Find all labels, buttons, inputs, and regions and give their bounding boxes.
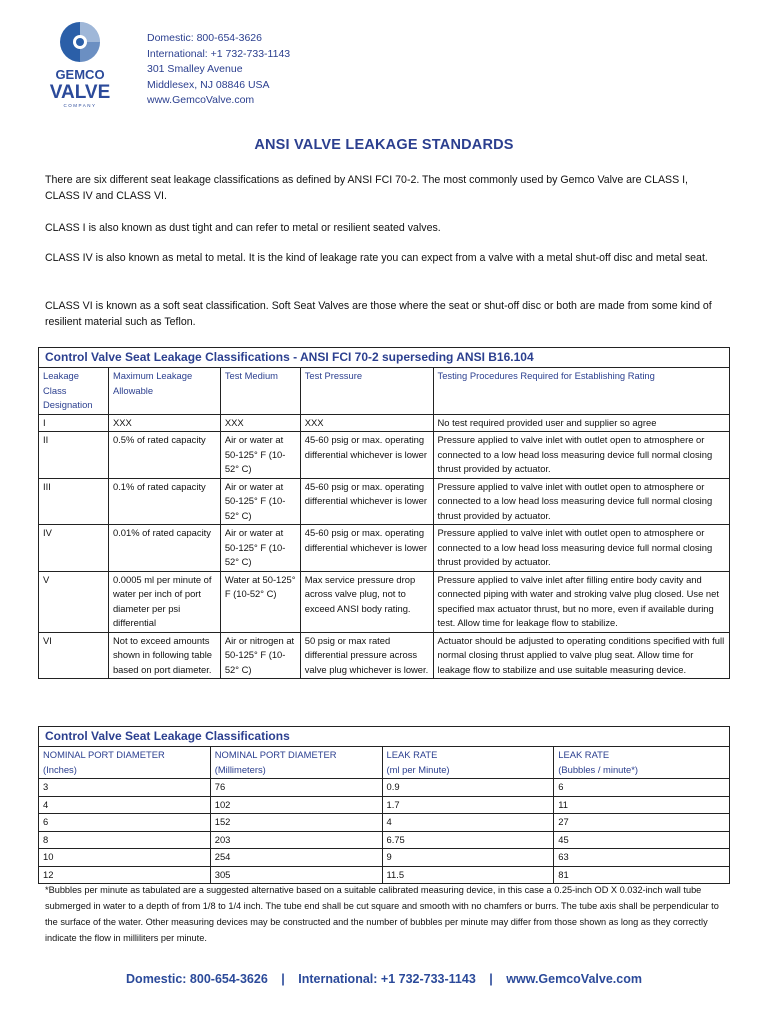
table-cell: 81: [554, 866, 730, 884]
contact-website-link[interactable]: www.GemcoValve.com: [147, 94, 255, 106]
table-row: [39, 831, 730, 849]
table-cell: VI: [39, 632, 109, 679]
table-row: [39, 414, 730, 432]
table-cell: 0.5% of rated capacity: [108, 432, 220, 479]
table-cell: XXX: [220, 414, 300, 432]
table-cell: 9: [382, 849, 554, 867]
table-cell: 0.0005 ml per minute of water per inch of port diameter per psi differential: [108, 571, 220, 632]
table-cell: 6: [554, 779, 730, 797]
table-cell: Pressure applied to valve inlet with outlet open to atmosphere or connected to a low head loss measuring device full normal closing thrust provided by actuator.: [433, 478, 729, 525]
table-cell: 76: [210, 779, 382, 797]
table-cell: Water at 50-125° F (10-52° C): [220, 571, 300, 632]
table-row: [39, 866, 730, 884]
table-cell: 1.7: [382, 796, 554, 814]
table-cell: Max service pressure drop across valve plug, not to exceed ANSI body rating.: [300, 571, 433, 632]
table-cell: 27: [554, 814, 730, 832]
logo-text-bottom: VALVE: [49, 82, 111, 103]
logo-text-company: COMPANY: [63, 103, 97, 108]
table-cell: No test required provided user and supplier so agree: [433, 414, 729, 432]
column-header: Test Pressure: [300, 368, 433, 415]
footer-separator: |: [281, 972, 285, 986]
table-cell: I: [39, 414, 109, 432]
contact-city: Middlesex, NJ 08846 USA: [147, 78, 270, 91]
table-cell: 102: [210, 796, 382, 814]
table-cell: 50 psig or max rated differential pressure across valve plug whichever is lower.: [300, 632, 433, 679]
footer-separator: |: [489, 972, 493, 986]
contact-domestic: Domestic: 800-654-3626: [147, 32, 262, 44]
table-row: [39, 432, 730, 479]
table-row: [39, 796, 730, 814]
column-header: LEAK RATE (Bubbles / minute*): [554, 747, 730, 779]
table-cell: III: [39, 478, 109, 525]
class-iv-paragraph: CLASS IV is also known as metal to metal. It is the kind of leakage rate you can expect from a valve with a metal shut-off disc and metal seat.: [45, 252, 708, 264]
table-row: [39, 779, 730, 797]
table-cell: Air or water at 50-125° F (10-52° C): [220, 525, 300, 572]
table-cell: Air or water at 50-125° F (10-52° C): [220, 478, 300, 525]
table-row: [39, 478, 730, 525]
footer-website-link[interactable]: www.GemcoValve.com: [506, 972, 642, 986]
class-i-paragraph: CLASS I is also known as dust tight and can refer to metal or resilient seated valves.: [45, 222, 441, 234]
table-cell: Air or water at 50-125° F (10-52° C): [220, 432, 300, 479]
table-cell: XXX: [300, 414, 433, 432]
contact-block: [147, 31, 290, 109]
table-cell: 4: [39, 796, 211, 814]
table-cell: Not to exceed amounts shown in following table based on port diameter.: [108, 632, 220, 679]
page-title: ANSI VALVE LEAKAGE STANDARDS: [254, 137, 514, 153]
page-footer: [0, 972, 768, 986]
table-cell: 0.1% of rated capacity: [108, 478, 220, 525]
column-header: LEAK RATE (ml per Minute): [382, 747, 554, 779]
company-logo: [48, 18, 112, 110]
table-cell: 45-60 psig or max. operating differential whichever is lower: [300, 432, 433, 479]
table-cell: 305: [210, 866, 382, 884]
valve-logo-icon: [48, 18, 112, 110]
table-cell: 45-60 psig or max. operating differential whichever is lower: [300, 478, 433, 525]
table-cell: 63: [554, 849, 730, 867]
table-caption: Control Valve Seat Leakage Classifications - ANSI FCI 70-2 superseding ANSI B16.104: [39, 348, 730, 368]
table-row: [39, 632, 730, 679]
column-header: Test Medium: [220, 368, 300, 415]
table-cell: 10: [39, 849, 211, 867]
table-cell: 6: [39, 814, 211, 832]
table-cell: 3: [39, 779, 211, 797]
leak-rate-table: [38, 726, 730, 884]
table-cell: Pressure applied to valve inlet with outlet open to atmosphere or connected to a low head loss measuring device full normal closing thrust provided by actuator.: [433, 525, 729, 572]
footer-international: International: +1 732-733-1143: [298, 972, 476, 986]
table-cell: 4: [382, 814, 554, 832]
column-header: NOMINAL PORT DIAMETER (Millimeters): [210, 747, 382, 779]
table-cell: IV: [39, 525, 109, 572]
contact-street: 301 Smalley Avenue: [147, 63, 243, 75]
column-header: NOMINAL PORT DIAMETER (Inches): [39, 747, 211, 779]
table-cell: 0.9: [382, 779, 554, 797]
footer-domestic: Domestic: 800-654-3626: [126, 972, 268, 986]
table-cell: 254: [210, 849, 382, 867]
table-cell: Air or nitrogen at 50-125° F (10-52° C): [220, 632, 300, 679]
column-header: Maximum Leakage Allowable: [108, 368, 220, 415]
leakage-class-table: [38, 347, 730, 679]
table-cell: V: [39, 571, 109, 632]
table-cell: Pressure applied to valve inlet after filling entire body cavity and connected piping with water and stroking valve plug closed. Use net specified max actuator thrust, but no more, even if available during test. Allow time for leakage flow to stabilize.: [433, 571, 729, 632]
table-cell: Actuator should be adjusted to operating conditions specified with full normal closing thrust applied to valve plug seat. Allow time for leakage flow to stabilize and use suitable measuring device.: [433, 632, 729, 679]
table-cell: Pressure applied to valve inlet with outlet open to atmosphere or connected to a low head loss measuring device full normal closing thrust provided by actuator.: [433, 432, 729, 479]
table-cell: 152: [210, 814, 382, 832]
table-row: [39, 571, 730, 632]
table-cell: 0.01% of rated capacity: [108, 525, 220, 572]
logo-text-top: GEMCO: [55, 67, 105, 82]
table-row: [39, 814, 730, 832]
table-cell: 12: [39, 866, 211, 884]
table-cell: II: [39, 432, 109, 479]
table-caption: Control Valve Seat Leakage Classifications: [39, 727, 730, 747]
table-cell: 203: [210, 831, 382, 849]
class-vi-paragraph: CLASS VI is known as a soft seat classification. Soft Seat Valves are those where the seat or shut-off disc or both are made from some kind of resilient material such as Teflon.: [45, 300, 712, 328]
column-header: Testing Procedures Required for Establishing Rating: [433, 368, 729, 415]
column-header: Leakage Class Designation: [39, 368, 109, 415]
table-cell: 45-60 psig or max. operating differential whichever is lower: [300, 525, 433, 572]
table-cell: XXX: [108, 414, 220, 432]
table-row: [39, 525, 730, 572]
table-cell: 11.5: [382, 866, 554, 884]
table-cell: 8: [39, 831, 211, 849]
table-cell: 6.75: [382, 831, 554, 849]
table-cell: 11: [554, 796, 730, 814]
table-row: [39, 849, 730, 867]
table-cell: 45: [554, 831, 730, 849]
contact-international: International: +1 732-733-1143: [147, 47, 291, 60]
intro-paragraph: There are six different seat leakage classifications as defined by ANSI FCI 70-2. The most commonly used by Gemco Valve are CLASS I, CLASS IV and CLASS VI.: [45, 174, 688, 202]
footnote: *Bubbles per minute as tabulated are a suggested alternative based on a suitable calibrated measuring device, in this case a 0.25-inch OD X 0.032-inch wall tube submerged in water to a depth of from 1/8 to 1/4 inch. The tube end shall be cut square and smooth with no chamfers or burrs. The tube axis shall be perpendicular to the surface of the water. Other measuring devices may be constructed and the number of bubbles per minute may differ from those shown as long as they correctly indicate the flow in milliliters per minute.: [45, 885, 719, 943]
